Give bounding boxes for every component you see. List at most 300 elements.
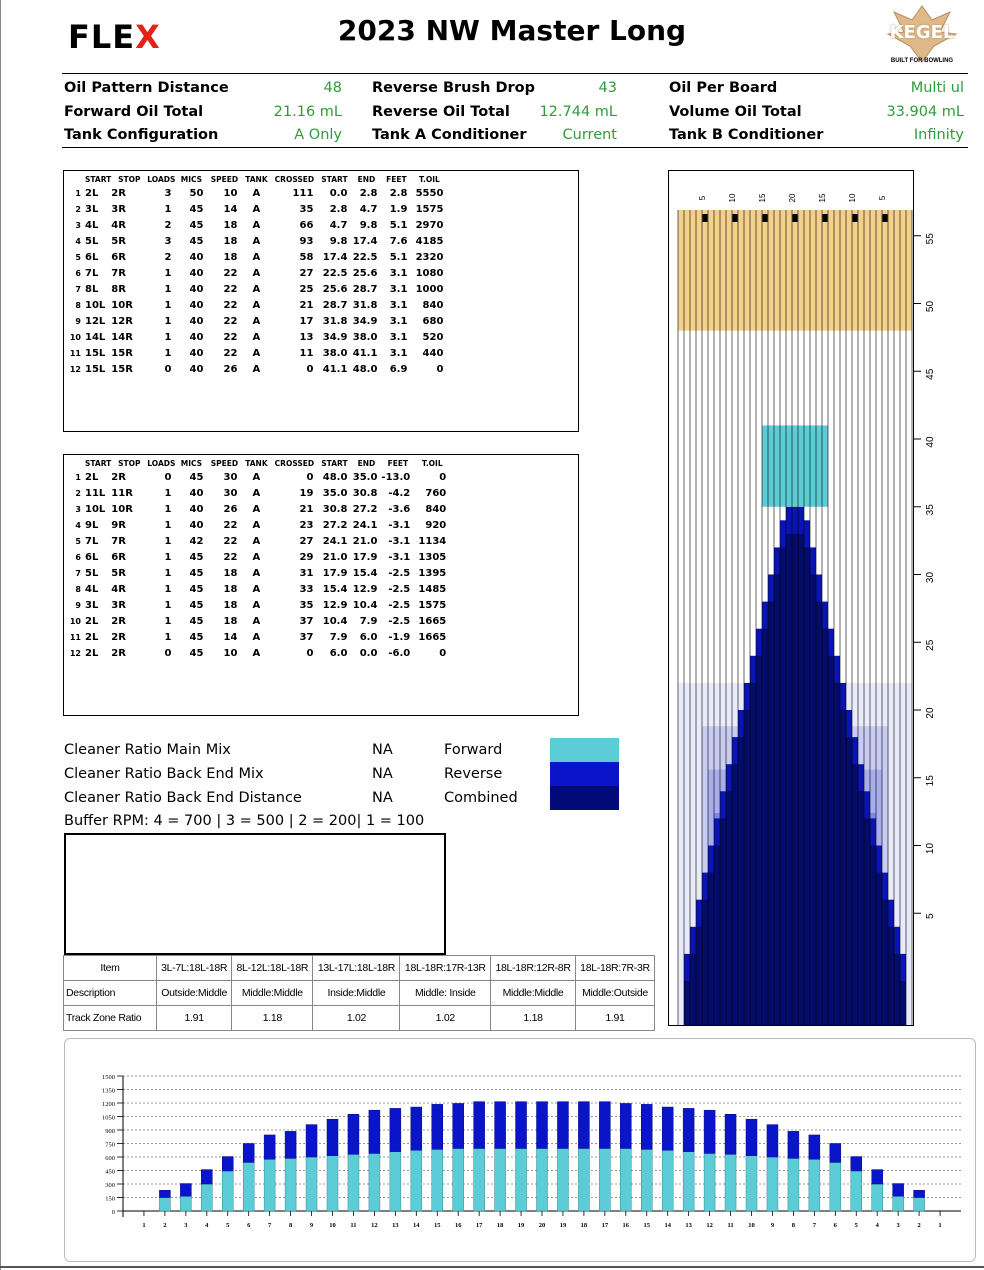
- table-header: LOADS: [147, 175, 176, 184]
- table-cell: 1: [164, 300, 172, 311]
- table-cell: 18: [223, 568, 238, 579]
- table-cell: 10R: [111, 300, 133, 311]
- target-arrow: [823, 214, 828, 222]
- table-header: SPEED: [210, 459, 239, 468]
- oil-zone-darkest: [750, 683, 756, 1026]
- table-cell: Outside:Middle: [157, 981, 232, 1006]
- table-cell: -4.2: [388, 488, 411, 499]
- table-cell: A: [252, 584, 261, 595]
- table-cell: 66: [299, 220, 314, 231]
- table-cell: 45: [189, 204, 204, 215]
- bar-reverse: [495, 1102, 506, 1149]
- table-cell: 8R: [111, 284, 126, 295]
- table-cell: -1.9: [388, 632, 411, 643]
- bar-forward: [348, 1154, 359, 1211]
- bar-reverse: [620, 1103, 631, 1148]
- table-cell: 1: [164, 632, 172, 643]
- bar-forward: [662, 1150, 673, 1211]
- legend-swatch-forward: [550, 738, 619, 762]
- bar-reverse: [390, 1108, 401, 1151]
- x-tick-label: 3: [184, 1222, 188, 1229]
- table-cell: 40: [189, 520, 204, 531]
- table-cell: 42: [189, 536, 204, 547]
- table-cell: 18: [223, 600, 238, 611]
- bar-forward: [537, 1148, 548, 1211]
- table-row: [67, 550, 450, 566]
- bar-forward: [180, 1196, 191, 1211]
- table-cell: 45: [189, 648, 204, 659]
- table-cell: 5: [75, 537, 81, 546]
- x-tick-label: 11: [350, 1222, 357, 1229]
- table-cell: 19: [299, 488, 314, 499]
- table-cell: 37: [299, 616, 314, 627]
- table-cell: 1665: [418, 632, 447, 643]
- table-cell: 3: [75, 505, 81, 514]
- table-cell: 3: [164, 188, 172, 199]
- oil-zone-darkest: [888, 927, 894, 1026]
- table-cell: 5.1: [389, 220, 408, 231]
- x-tick-label: 12: [371, 1222, 378, 1229]
- x-tick-label: 15: [643, 1222, 650, 1229]
- cleaner-label: Cleaner Ratio Main Mix: [64, 742, 231, 758]
- table-cell: 18: [223, 236, 238, 247]
- table-cell: 11: [69, 349, 81, 358]
- table-cell: 0: [164, 648, 172, 659]
- table-cell: 30: [223, 488, 238, 499]
- table-cell: 1: [164, 488, 172, 499]
- table-cell: 50: [189, 188, 204, 199]
- table-cell: 45: [189, 472, 204, 483]
- table-cell: 4R: [111, 220, 126, 231]
- bar-reverse: [788, 1131, 799, 1158]
- target-arrow: [853, 214, 858, 222]
- table-cell: 7.9: [329, 632, 348, 643]
- target-arrow: [793, 214, 798, 222]
- table-cell: 12R: [111, 316, 133, 327]
- table-cell: -3.1: [388, 552, 411, 563]
- table-cell: 14: [223, 204, 238, 215]
- table-cell: 6R: [111, 552, 126, 563]
- table-cell: 0: [164, 472, 172, 483]
- x-tick-label: 13: [392, 1222, 399, 1229]
- x-tick-label: 17: [475, 1222, 483, 1229]
- table-cell: 35: [299, 204, 314, 215]
- table-cell: 27.2: [322, 520, 348, 531]
- table-cell: A: [252, 204, 261, 215]
- table-cell: 17.4: [322, 252, 348, 263]
- bar-reverse: [662, 1107, 673, 1150]
- bar-reverse: [453, 1103, 464, 1148]
- oil-zone-darkest: [702, 900, 708, 1026]
- table-cell: A: [252, 332, 261, 343]
- legend-label: Forward: [444, 742, 503, 758]
- table-cell: 4R: [111, 584, 126, 595]
- table-cell: 17.4: [352, 236, 378, 247]
- table-cell: 3.1: [389, 316, 408, 327]
- table-cell: -2.5: [388, 616, 411, 627]
- board-label: 5: [698, 195, 707, 201]
- table-header: CROSSED: [274, 175, 315, 184]
- y-tick-label: 600: [105, 1155, 115, 1162]
- bar-reverse: [746, 1119, 757, 1155]
- x-tick-label: 14: [664, 1222, 671, 1229]
- table-cell: 15L: [85, 348, 106, 359]
- table-cell: Middle: Inside: [400, 981, 491, 1006]
- table-cell: 2L: [85, 632, 99, 643]
- table-cell: 45: [189, 552, 204, 563]
- x-tick-label: 15: [434, 1222, 441, 1229]
- oil-zone-darkest: [714, 846, 720, 1027]
- table-cell: -3.6: [388, 504, 411, 515]
- table-cell: 14R: [111, 332, 133, 343]
- bar-reverse: [348, 1114, 359, 1154]
- table-cell: 22: [223, 284, 238, 295]
- oil-zone-darkest: [840, 710, 846, 1026]
- x-tick-label: 5: [226, 1222, 230, 1229]
- table-row: [67, 502, 450, 518]
- table-cell: -2.5: [388, 600, 411, 611]
- table-row: [67, 314, 447, 330]
- x-tick-label: 1: [142, 1222, 146, 1229]
- table-cell: 440: [422, 348, 444, 359]
- forward-oil-zone: [774, 425, 780, 506]
- bar-reverse: [222, 1157, 233, 1171]
- bar-forward: [243, 1162, 254, 1211]
- table-cell: 7L: [85, 268, 99, 279]
- x-tick-label: 11: [727, 1222, 734, 1229]
- table-row: [67, 202, 447, 218]
- logo-x: X: [135, 18, 161, 56]
- table-cell: 45: [189, 616, 204, 627]
- table-cell: 27: [299, 268, 314, 279]
- table-cell: 2: [164, 220, 172, 231]
- kegel-logo: [876, 2, 968, 70]
- table-cell: 1: [164, 616, 172, 627]
- table-cell: 1: [164, 204, 172, 215]
- table-cell: 1.91: [575, 1006, 654, 1031]
- x-tick-label: 6: [247, 1222, 251, 1229]
- track-zone-ratio-row: [64, 1006, 655, 1031]
- table-cell: 2R: [111, 472, 126, 483]
- table-cell: 6.0: [359, 632, 378, 643]
- table-cell: 22: [223, 332, 238, 343]
- table-row: [67, 470, 450, 486]
- table-row: [67, 186, 447, 202]
- table-cell: 4.7: [359, 204, 378, 215]
- table-cell: 0: [436, 364, 444, 375]
- table-row: [67, 250, 447, 266]
- table-cell: 22.5: [322, 268, 348, 279]
- table-cell: 760: [425, 488, 447, 499]
- bar-forward: [453, 1148, 464, 1211]
- summary-value: 12.744 mL: [539, 104, 617, 120]
- summary-value: 21.16 mL: [273, 104, 342, 120]
- y-tick-label: 450: [105, 1168, 115, 1176]
- summary-label: Tank A Conditioner: [372, 127, 527, 143]
- bar-reverse: [725, 1114, 736, 1154]
- table-header: LOADS: [147, 459, 176, 468]
- table-header: STOP: [118, 459, 141, 468]
- table-cell: 3.1: [389, 332, 408, 343]
- oil-zone-darkest: [786, 534, 792, 1026]
- table-cell: 1.91: [157, 1006, 232, 1031]
- y-tick-label: 300: [105, 1182, 115, 1189]
- table-cell: 1: [164, 568, 172, 579]
- table-cell: A: [252, 316, 261, 327]
- table-cell: 3R: [111, 204, 126, 215]
- table-cell: 13: [299, 332, 314, 343]
- table-cell: 37: [299, 632, 314, 643]
- table-cell: 12.9: [352, 584, 378, 595]
- table-cell: 9.8: [359, 220, 378, 231]
- table-cell: 1134: [418, 536, 447, 547]
- table-cell: 40: [189, 252, 204, 263]
- table-header: START: [321, 459, 348, 468]
- x-tick-label: 1: [938, 1222, 942, 1229]
- table-cell: 10: [69, 617, 81, 626]
- table-cell: A: [252, 616, 261, 627]
- bar-reverse: [180, 1184, 191, 1197]
- table-cell: 7: [75, 569, 81, 578]
- table-cell: 26: [223, 364, 238, 375]
- table-cell: 24.1: [322, 536, 348, 547]
- table-cell: 26: [223, 504, 238, 515]
- x-tick-label: 4: [205, 1222, 209, 1229]
- bar-forward: [516, 1148, 527, 1211]
- brand-tagline: BUILT FOR BOWLING: [890, 58, 954, 64]
- bar-forward: [201, 1184, 212, 1211]
- legend-label: Reverse: [444, 766, 503, 782]
- table-cell: 11R: [111, 488, 133, 499]
- x-tick-label: 19: [517, 1222, 525, 1229]
- table-header: STOP: [118, 175, 141, 184]
- x-tick-label: 7: [268, 1222, 272, 1229]
- table-cell: Track Zone Ratio: [64, 1006, 157, 1031]
- x-tick-label: 12: [706, 1222, 713, 1229]
- table-row: [67, 630, 450, 646]
- legend-label: Combined: [444, 790, 518, 806]
- bar-forward: [369, 1153, 380, 1211]
- table-cell: 6: [75, 269, 81, 278]
- bar-forward: [557, 1148, 568, 1211]
- bar-reverse: [474, 1102, 485, 1149]
- distance-label: 50: [925, 300, 936, 313]
- table-cell: 1305: [418, 552, 447, 563]
- table-cell: 40: [189, 348, 204, 359]
- table-cell: Description: [64, 981, 157, 1006]
- oil-zone-light: [906, 683, 912, 1026]
- table-cell: 2970: [415, 220, 444, 231]
- table-cell: 4185: [415, 236, 444, 247]
- table-row: [67, 330, 447, 346]
- bar-reverse: [243, 1144, 254, 1163]
- summary-label: Reverse Brush Drop: [372, 80, 536, 96]
- cleaner-value: NA: [372, 790, 393, 806]
- table-cell: 12.9: [322, 600, 348, 611]
- table-cell: 22: [223, 552, 238, 563]
- oil-zone-darkest: [744, 710, 750, 1026]
- bar-forward: [222, 1171, 233, 1211]
- table-header: MICS: [180, 459, 203, 468]
- table-cell: 2: [75, 205, 81, 214]
- table-cell: 8L-12L:18L-18R: [232, 956, 313, 981]
- table-cell: -13.0: [381, 472, 411, 483]
- table-cell: Middle:Middle: [232, 981, 313, 1006]
- x-tick-label: 9: [309, 1222, 314, 1229]
- bar-forward: [390, 1152, 401, 1211]
- table-cell: 22: [223, 520, 238, 531]
- bar-reverse: [683, 1108, 694, 1151]
- table-cell: 1: [164, 504, 172, 515]
- bar-forward: [327, 1156, 338, 1211]
- bar-forward: [495, 1148, 506, 1211]
- table-cell: 0: [306, 364, 314, 375]
- bar-reverse: [914, 1190, 925, 1197]
- table-cell: 7R: [111, 536, 126, 547]
- table-cell: Inside:Middle: [313, 981, 400, 1006]
- table-cell: 9L: [85, 520, 99, 531]
- table-cell: 2R: [111, 188, 126, 199]
- x-tick-label: 5: [854, 1222, 858, 1229]
- table-cell: 58: [299, 252, 314, 263]
- page-title: 2023 NW Master Long: [337, 14, 687, 47]
- table-row: [67, 646, 450, 662]
- distance-label: 40: [925, 436, 936, 448]
- oil-zone-darkest: [768, 602, 774, 1026]
- table-cell: 1080: [415, 268, 444, 279]
- table-cell: 0.0: [329, 188, 348, 199]
- oil-zone-darkest: [798, 534, 804, 1026]
- bar-reverse: [285, 1131, 296, 1158]
- table-cell: 22: [223, 268, 238, 279]
- forward-oil-table: [63, 170, 579, 432]
- table-cell: A: [252, 488, 261, 499]
- table-cell: 18L-18R:12R-8R: [491, 956, 576, 981]
- table-cell: 18L-18R:17R-13R: [400, 956, 491, 981]
- oil-zone-darkest: [774, 575, 780, 1027]
- table-row: [67, 614, 450, 630]
- oil-zone-darkest: [846, 737, 852, 1026]
- oil-zone-darkest: [852, 764, 858, 1026]
- bar-forward: [788, 1158, 799, 1211]
- summary-label: Oil Pattern Distance: [64, 80, 229, 96]
- table-cell: 45: [189, 220, 204, 231]
- table-cell: 30.8: [322, 504, 348, 515]
- table-cell: A: [252, 536, 261, 547]
- table-cell: 7.9: [359, 616, 378, 627]
- lane-oil-graph: [668, 170, 974, 1026]
- table-cell: -3.1: [388, 536, 411, 547]
- table-cell: 45: [189, 600, 204, 611]
- bar-forward: [474, 1148, 485, 1211]
- table-row: [67, 582, 450, 598]
- table-cell: 9: [75, 317, 81, 326]
- table-cell: 6R: [111, 252, 126, 263]
- table-cell: 10: [223, 648, 238, 659]
- table-cell: 2: [164, 252, 172, 263]
- summary-label: Oil Per Board: [669, 80, 778, 96]
- table-cell: 2R: [111, 632, 126, 643]
- table-cell: 40: [189, 332, 204, 343]
- table-cell: 17.9: [352, 552, 378, 563]
- cleaner-value: NA: [372, 766, 393, 782]
- oil-zone-darkest: [738, 737, 744, 1026]
- table-cell: 680: [422, 316, 444, 327]
- table-cell: 12: [69, 365, 81, 374]
- oil-zone-darkest: [894, 954, 900, 1026]
- table-cell: 3: [75, 221, 81, 230]
- y-tick-label: 1200: [102, 1101, 115, 1108]
- table-cell: 0: [306, 648, 314, 659]
- bar-reverse: [641, 1104, 652, 1149]
- summary-value: Multi ul: [910, 80, 964, 96]
- y-tick-label: 1350: [102, 1087, 115, 1095]
- table-cell: 22.5: [352, 252, 378, 263]
- table-row: [67, 298, 447, 314]
- oil-zone-darkest: [816, 602, 822, 1026]
- table-cell: 22: [223, 300, 238, 311]
- table-cell: 1.18: [232, 1006, 313, 1031]
- table-cell: 1: [164, 584, 172, 595]
- table-cell: 13L-17L:18L-18R: [313, 956, 400, 981]
- table-cell: 6.0: [329, 648, 348, 659]
- summary-label: Reverse Oil Total: [372, 104, 510, 120]
- x-tick-label: 16: [454, 1222, 462, 1229]
- table-cell: 11: [299, 348, 314, 359]
- bar-reverse: [516, 1102, 527, 1149]
- table-cell: 3L: [85, 204, 99, 215]
- table-cell: 23: [299, 520, 314, 531]
- board-label: 10: [728, 193, 737, 203]
- oil-zone-darkest: [684, 981, 690, 1026]
- table-cell: -2.5: [388, 568, 411, 579]
- table-cell: 10.4: [352, 600, 378, 611]
- table-cell: 3L-7L:18L-18R: [157, 956, 232, 981]
- table-cell: 9: [75, 601, 81, 610]
- table-cell: 22: [223, 536, 238, 547]
- oil-zone-darkest: [690, 954, 696, 1026]
- bar-forward: [306, 1157, 317, 1211]
- table-cell: 35.0: [322, 488, 348, 499]
- distance-label: 30: [925, 571, 936, 584]
- bar-reverse: [599, 1102, 610, 1149]
- table-cell: 0: [164, 364, 172, 375]
- table-cell: 7L: [85, 536, 99, 547]
- table-cell: 10.4: [322, 616, 348, 627]
- table-cell: 1: [164, 268, 172, 279]
- target-arrow: [733, 214, 738, 222]
- table-cell: 38.0: [322, 348, 348, 359]
- table-cell: A: [252, 220, 261, 231]
- table-row: [67, 218, 447, 234]
- table-cell: 14L: [85, 332, 106, 343]
- table-cell: 1575: [418, 600, 447, 611]
- table-cell: 0: [306, 472, 314, 483]
- table-cell: 5R: [111, 568, 126, 579]
- table-cell: 21.0: [322, 552, 348, 563]
- table-cell: 17: [299, 316, 314, 327]
- table-header: END: [357, 175, 376, 184]
- table-cell: 3L: [85, 600, 99, 611]
- table-cell: -3.1: [388, 520, 411, 531]
- x-tick-label: 16: [622, 1222, 630, 1229]
- bar-forward: [851, 1171, 862, 1211]
- bar-forward: [285, 1158, 296, 1211]
- table-cell: 45: [189, 584, 204, 595]
- bar-reverse: [369, 1110, 380, 1153]
- summary-label: Forward Oil Total: [64, 104, 204, 120]
- board-label: 10: [848, 193, 857, 203]
